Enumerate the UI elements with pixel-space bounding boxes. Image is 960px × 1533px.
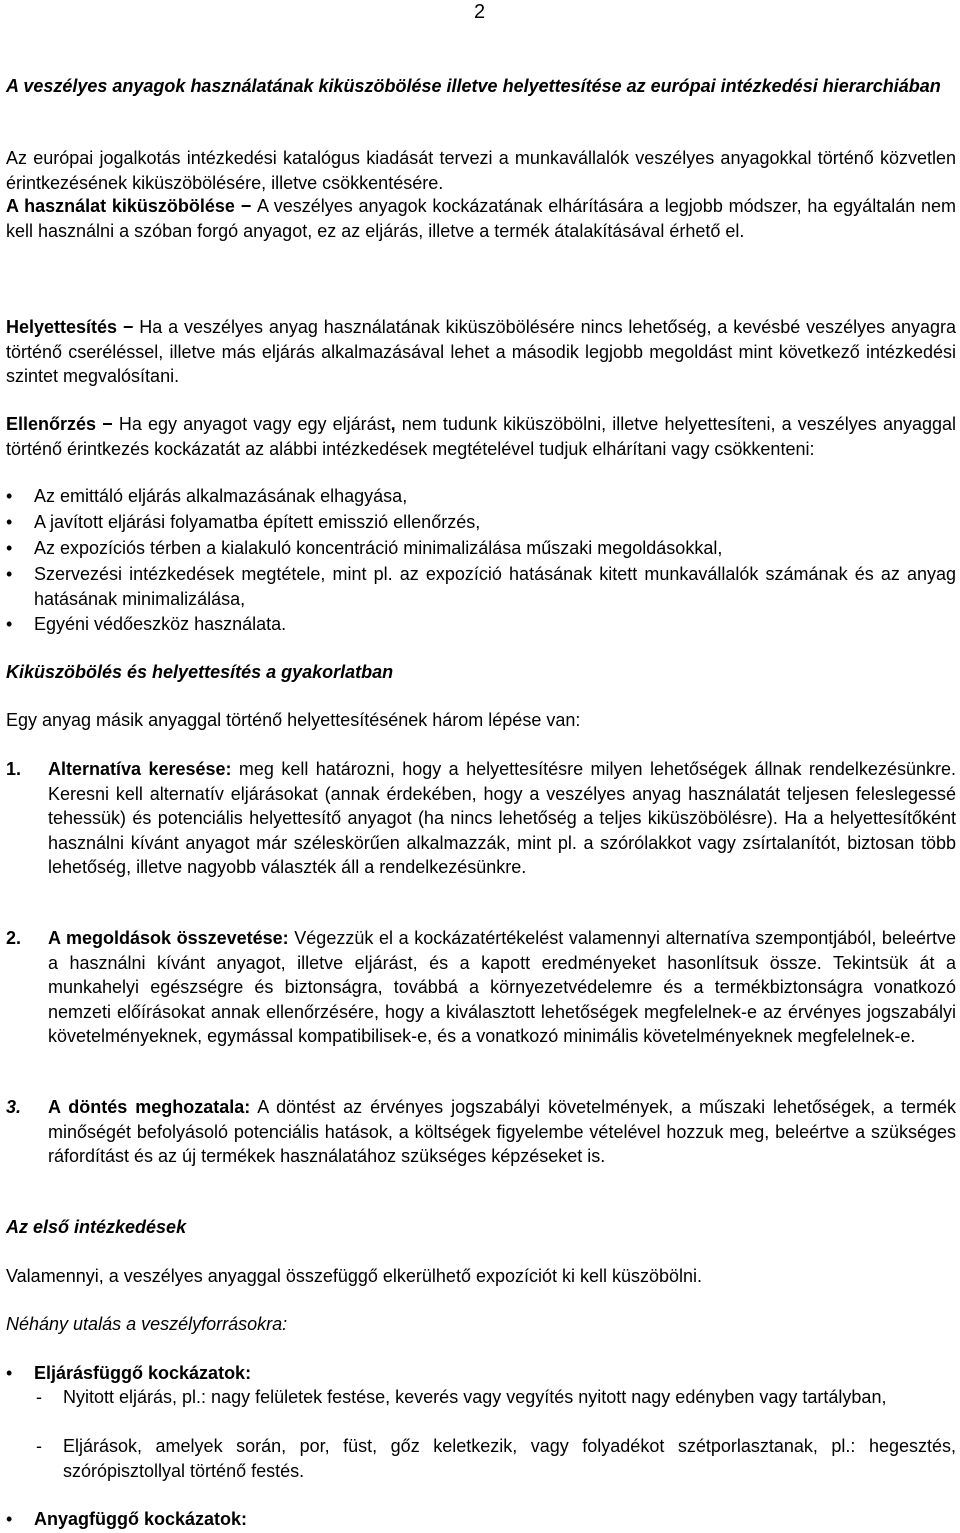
hazards-intro: Néhány utalás a veszélyforrásokra:: [6, 1314, 288, 1334]
bullet-icon: •: [6, 564, 13, 584]
material-risks-title: Anyagfüggő kockázatok:: [34, 1509, 248, 1529]
bullet-icon: •: [6, 538, 13, 558]
list-item-text: Egyéni védőeszköz használata.: [34, 614, 287, 634]
list-item: [6, 510, 956, 535]
section-heading-hierarchy: A veszélyes anyagok használatának kiküszöbölése illetve helyettesítése az európai intézkedési hierarchiában: [6, 76, 941, 96]
step-number: 2.: [6, 928, 22, 948]
step-item: [6, 926, 956, 1049]
elimination-dash: −: [234, 196, 257, 216]
list-item: [6, 536, 956, 561]
control-dash: −: [96, 414, 119, 434]
step-term: A döntés meghozatala:: [48, 1097, 251, 1117]
substitution-paragraph: [6, 315, 956, 389]
substitution-dash: −: [117, 317, 140, 337]
step-term: Alternatíva keresése:: [48, 759, 232, 779]
list-item-text: Az expozíciós térben a kialakuló koncentráció minimalizálása műszaki megoldásokkal,: [34, 538, 723, 558]
elimination-text: A veszélyes anyagok kockázatának elhárítására a legjobb módszer, ha egyáltalán nem kell használni a szóban forgó anyagot, ez az eljárás, illetve a termék átalakításával érhető el.: [6, 196, 957, 241]
bullet-icon: •: [6, 512, 13, 532]
step-number: 1.: [6, 759, 22, 779]
step-item: [6, 757, 956, 880]
first-measures-text: Valamennyi, a veszélyes anyaggal összefüggő elkerülhető expozíciót ki kell küszöbölni.: [6, 1266, 703, 1286]
control-term: Ellenőrzés: [6, 414, 97, 434]
bullet-icon: •: [6, 1509, 13, 1529]
list-item: [6, 1434, 956, 1483]
step-body: meg kell határozni, hogy a helyettesítésre milyen lehetőségek állnak rendelkezésünkre. Keresni kell alternatív eljárásokat (annak érdekében, hogy a veszélyes anyag használatát teljesen feleslegessé tehessük) és potenciális helyettesítő anyagot (ha nincs lehetőség a teljes kiküszöbölésre). Ha a helyettesítőként használni kívánt anyagot már széleskörűen alkalmazzák, mint pl. a szórólakkot vagy zsírtalanítót, biztosan több lehetőség, illetve nagyobb választék áll a rendelkezésünkre.: [48, 759, 956, 877]
step-text: [48, 757, 956, 880]
list-item-text: Szervezési intézkedések megtétele, mint pl. az expozíció hatásának kitett munkavállalók számának és az anyag hatásának minimalizálása,: [34, 564, 956, 609]
dash-marker: -: [36, 1387, 42, 1407]
list-item: [6, 1385, 956, 1410]
list-item-text: Az emittáló eljárás alkalmazásának elhagyása,: [34, 486, 408, 506]
elimination-term: A használat kiküszöbölése: [6, 196, 235, 216]
step-term: A megoldások összevetése:: [48, 928, 289, 948]
dash-marker: -: [36, 1436, 42, 1456]
elimination-paragraph: [6, 194, 956, 243]
control-comma: ,: [390, 414, 396, 434]
list-item: [6, 1361, 956, 1386]
list-item: [6, 484, 956, 509]
list-item-text: A javított eljárási folyamatba épített emisszió ellenőrzés,: [34, 512, 481, 532]
list-item-text: Eljárások, amelyek során, por, füst, gőz keletkezik, vagy folyadékot szétporlasztanak, pl.: hegesztés, szórópisztollyal történő festés.: [63, 1436, 956, 1481]
control-text-a: Ha egy anyagot vagy egy eljárást: [118, 414, 391, 434]
substitution-text: Ha a veszélyes anyag használatának kiküszöbölésére nincs lehetőség, a kevésbé veszélyes anyagra történő cseréléssel, illetve más eljárás alkalmazásával lehet a második legjobb megoldást mint következő intézkedési szintet megvalósítani.: [6, 317, 956, 386]
step-body: A döntést az érvényes jogszabályi követelmények, a műszaki lehetőségek, a termék minőségét befolyásoló potenciális hatások, a költségek figyelembe vételével hozzuk meg, beleértve a szükséges ráfordítást és az új termékek használatához szükséges képzéseket is.: [48, 1097, 956, 1166]
section-heading-practice: Kiküszöbölés és helyettesítés a gyakorlatban: [6, 662, 394, 682]
control-text-b: nem tudunk kiküszöbölni, illetve helyettesíteni, a veszélyes anyaggal történő érintkezés kockázatát az alábbi intézkedések megtételével tudjuk elhárítani vagy csökkenteni:: [6, 414, 957, 459]
step-text: [48, 926, 956, 1049]
section-heading-first-measures: Az első intézkedések: [6, 1217, 187, 1237]
steps-intro: Egy anyag másik anyaggal történő helyettesítésének három lépése van:: [6, 710, 581, 730]
step-body: Végezzük el a kockázatértékelést valamennyi alternatíva szempontjából, beleértve a használni kívánt anyagot, illetve eljárást, és a kapott eredményeket hasonlítsuk össze. Tekintsük át a munkahelyi egészségre és biztonságra, továbbá a környezetvédelemre és a termékbiztonságra vonatkozó nemzeti előírásokat annak ellenőrzésére, hogy a kiválasztott lehetőségek megfelelnek-e az érvényes jogszabályi követelményeknek, egymással kompatibilisek-e, és a vonatkozó minimális követelményeknek megfelelnek-e.: [48, 928, 956, 1046]
control-paragraph: [6, 412, 956, 461]
substitution-term: Helyettesítés: [6, 317, 118, 337]
bullet-icon: •: [6, 1363, 13, 1383]
bullet-icon: •: [6, 614, 13, 634]
process-risks-title: Eljárásfüggő kockázatok:: [34, 1363, 252, 1383]
step-number: 3.: [6, 1097, 22, 1117]
step-text: [48, 1095, 956, 1169]
list-item: [6, 612, 956, 637]
intro-paragraph: Az európai jogalkotás intézkedési katalógus kiadását tervezi a munkavállalók veszélyes anyagokkal történő közvetlen érintkezésének kiküszöbölésére, illetve csökkentésére.: [6, 148, 956, 193]
step-item: [6, 1095, 956, 1169]
list-item-text: Nyitott eljárás, pl.: nagy felületek festése, keverés vagy vegyítés nyitott nagy edényben vagy tartályban,: [63, 1387, 887, 1407]
list-item: [6, 562, 956, 611]
bullet-icon: •: [6, 486, 13, 506]
list-item: [6, 1507, 956, 1532]
page-number: 2: [474, 1, 486, 23]
